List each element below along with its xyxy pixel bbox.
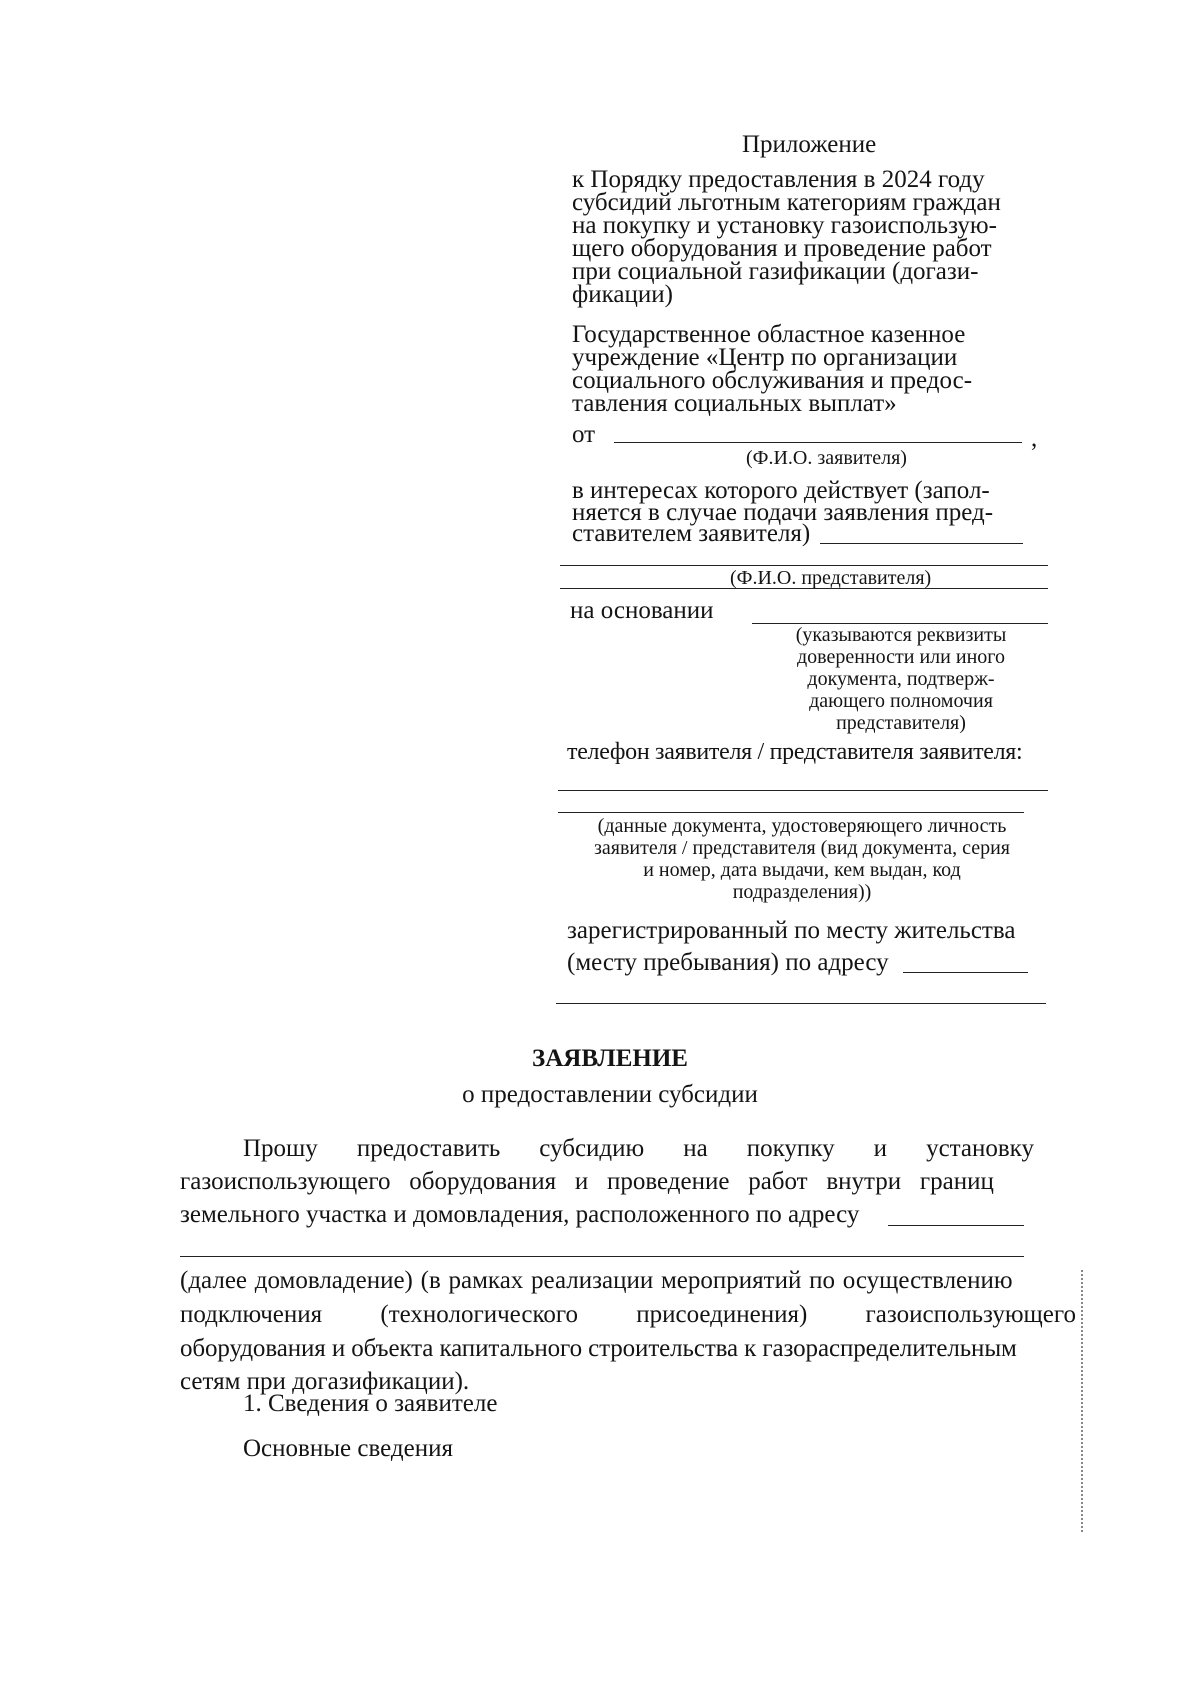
property-address-field-1[interactable] <box>888 1225 1024 1226</box>
interest-line-3: ставителем заявителя) <box>572 520 811 547</box>
basis-caption-4: дающего полномочия <box>809 690 993 712</box>
para1-line-3: земельного участка и домовладения, расположенного по адресу <box>180 1201 860 1228</box>
phone-label: телефон заявителя / представителя заявителя: <box>567 739 1023 765</box>
representative-name-field-2[interactable] <box>560 588 1048 589</box>
order-line-1: к Порядку предоставления в 2024 году <box>572 166 985 193</box>
institution-line-1: Государственное областное казенное <box>572 321 966 348</box>
registered-address-field-1[interactable] <box>903 972 1028 973</box>
phone-field[interactable] <box>558 790 1048 791</box>
interest-field[interactable] <box>820 543 1023 544</box>
id-caption-1: (данные документа, удостоверяющего личность <box>597 815 1007 837</box>
registered-address-field-2[interactable] <box>556 1003 1046 1004</box>
appendix-title: Приложение <box>742 131 877 158</box>
registered-line-1: зарегистрированный по месту жительства <box>567 917 1016 944</box>
basis-caption-1: (указываются реквизиты <box>795 624 1007 646</box>
statement-title: ЗАЯВЛЕНИЕ <box>532 1045 688 1072</box>
order-line-3: на покупку и установку газоиспользую- <box>572 212 997 239</box>
statement-subtitle: о предоставлении субсидии <box>462 1081 758 1108</box>
order-line-4: щего оборудования и проведение работ <box>572 235 992 262</box>
institution-line-2: учреждение «Центр по организации <box>572 344 958 371</box>
from-label: от <box>572 421 596 448</box>
representative-name-field-1[interactable] <box>560 565 1048 566</box>
order-line-5: при социальной газификации (догази- <box>572 258 979 285</box>
section-1-heading: 1. Сведения о заявителе <box>243 1390 498 1417</box>
id-caption-3: и номер, дата выдачи, кем выдан, код <box>643 859 961 881</box>
para1-word: на <box>683 1135 708 1162</box>
institution-line-4: тавления социальных выплат» <box>572 390 897 417</box>
para1-word: установку <box>926 1135 1034 1162</box>
order-line-2: субсидий льготным категориям граждан <box>572 189 1001 216</box>
scan-edge-mark <box>1081 1270 1083 1532</box>
para2-line-1: (далее домовладение) (в рамках реализации мероприятий по осуществлению <box>180 1267 1013 1294</box>
basis-label: на основании <box>570 597 714 624</box>
id-caption-2: заявителя / представителя (вид документа, серия <box>594 837 1010 859</box>
id-caption-4: подразделения)) <box>732 881 872 903</box>
interest-line-2: няется в случае подачи заявления пред- <box>572 499 994 526</box>
representative-caption: (Ф.И.О. представителя) <box>730 567 932 589</box>
para1-word: предоставить <box>356 1135 501 1162</box>
basis-caption-3: документа, подтверж- <box>807 668 995 690</box>
basis-caption-2: доверенности или иного <box>797 646 1005 668</box>
applicant-name-field[interactable] <box>614 442 1022 443</box>
para1-word: и <box>873 1135 888 1162</box>
property-address-field-2[interactable] <box>180 1256 1024 1257</box>
para1-word: покупку <box>746 1135 835 1162</box>
registered-line-2: (месту пребывания) по адресу <box>567 949 889 976</box>
from-comma: , <box>1031 425 1038 452</box>
para2-last-line: сетям при догазификации). <box>180 1368 470 1395</box>
para1-word: Прошу <box>243 1135 318 1162</box>
interest-line-1: в интересах которого действует (запол- <box>572 477 990 504</box>
basic-info-heading: Основные сведения <box>243 1435 453 1462</box>
id-document-field[interactable] <box>558 812 1024 813</box>
para2-line-2: подключения (технологического присоединения) газоиспользующего <box>180 1301 1077 1328</box>
basis-caption-5: представителя) <box>836 712 966 734</box>
order-line-6: фикации) <box>572 281 673 308</box>
para1-word: субсидию <box>539 1135 645 1162</box>
applicant-caption: (Ф.И.О. заявителя) <box>746 447 907 469</box>
para1-line-2: газоиспользующего оборудования и проведение работ внутри границ <box>180 1168 994 1195</box>
para1-line-1 <box>243 1136 1034 1161</box>
para2-line-3: оборудования и объекта капитального строительства к газораспределительным <box>180 1335 1017 1362</box>
institution-line-3: социального обслуживания и предос- <box>572 367 973 394</box>
